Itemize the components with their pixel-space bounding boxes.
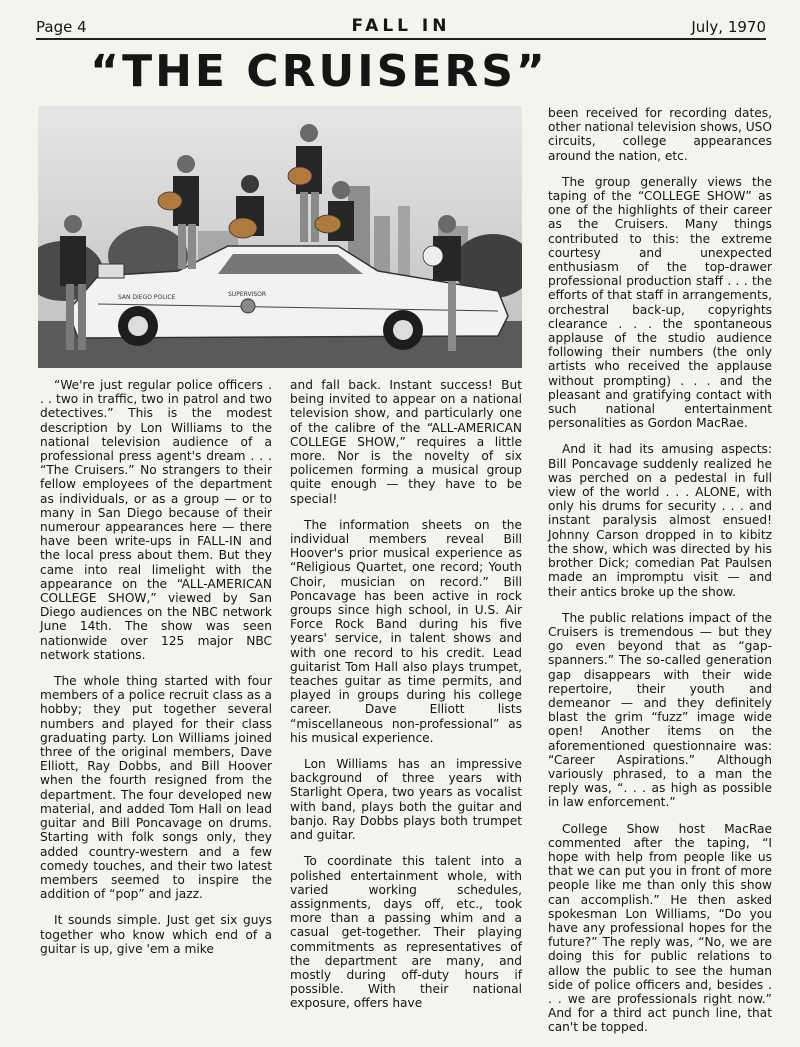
paragraph: The whole thing started with four members of a police recruit class as a hobby; they put together several numbers and played for their class graduating party. Lon Williams joined three of the original members, Dave Elliott, Ray Dobbs, and Bill Hoover when the fourth resigned from the department. The four developed new material, and added Tom Hall on lead guitar and Bill Poncavage on drums. Starting with folk songs only, they added country-western and a few comedy touches, and their two latest members seemed to inspire the addition of “pop” and jazz. bbox=[40, 674, 272, 902]
article-headline: “THE CRUISERS” bbox=[90, 46, 548, 97]
car-door-text-left: SAN DIEGO POLICE bbox=[118, 294, 176, 301]
paragraph: And it had its amusing aspects: Bill Poncavage suddenly realized he was perched on a pedestal in full view of the world . . . ALONE, with only his drums for security . . . and instant paralysis almost ensued! Johnny Carson dropped in to kibitz the show, which was directed by his brother Dick; comedian Pat Paulsen made an impromptu visit — and their antics broke up the show. bbox=[548, 442, 772, 599]
paragraph: been received for recording dates, other national television shows, USO circuits, college appearances around the nation, etc. bbox=[548, 106, 773, 163]
paragraph: “We're just regular police officers . . . two in traffic, two in patrol and two detectives.” This is the modest description by Lon Williams to the national television audience of a professional press agent's dream . . . “The Cruisers.” No strangers to their fellow employees of the department as individuals, or as a group — or to many in San Diego because of their numerour appearances here — there have been write-ups in FALL-IN and the local press about them. But they came into real limelight with the appearance on the “ALL-AMERICAN COLLEGE SHOW,” viewed by San Diego audiences on the NBC network June 14th. The show was seen nationwide over 125 major NBC network stations. bbox=[40, 378, 272, 662]
paragraph: To coordinate this talent into a polished entertainment whole, with varied working schedules, assignments, days off, etc., took more than a passing whim and a casual get-together. Their playing commitments as representatives of the department are many, and mostly during off-duty hours if possible. With their national exposure, offers have bbox=[290, 854, 522, 1011]
paragraph: College Show host MacRae commented after the taping, “I hope with help from people like us that we can put you in front of more people like me than only this show can accomplish.” He then asked spokesman Lon Williams, “Do you have any professional hopes for the future?” The reply was, “No, we are doing this for public relations to allow the public to see the human side of police officers and, besides . . . we are professionals right now.” And for a third act punch line, that can't be topped. bbox=[548, 821, 772, 1035]
article-column-1 bbox=[40, 378, 272, 968]
paragraph: It sounds simple. Just get six guys together who know which end of a guitar is up, give 'em a mike bbox=[40, 913, 272, 956]
paragraph: The group generally views the taping of the “COLLEGE SHOW” as one of the highlights of their career as the Cruisers. Many things contributed to this: the extreme courtesy and unexpected enthusiasm of the top-drawer professional production staff . . . the efforts of that staff in arrangements, orchestral back-up, copyrights clearance . . . the spontaneous applause of the studio audience following their numbers (the only artists who received the applause without prompting) . . . and the pleasant and gratifying contact with such national entertainment personalities as Gordon MacRae. bbox=[548, 174, 772, 431]
masthead bbox=[36, 16, 766, 40]
paragraph: and fall back. Instant success! But being invited to appear on a national television show, and particularly one of the calibre of the “ALL-AMERICAN COLLEGE SHOW,” requires a little more. Nor is the novelty of six policemen forming a musical group quite enough — they have to be special! bbox=[290, 378, 522, 506]
publication-title: FALL IN bbox=[351, 16, 451, 36]
band-photo bbox=[38, 106, 522, 368]
paragraph: The public relations impact of the Cruisers is tremendous — but they go even beyond that as “gap-spanners.” The so-called generation gap disappears with their wide repertoire, their youth and demeanor — and they definitely blast the grim “fuzz” image wide open! Another items on the aforementioned questionnaire was: “Career Aspirations.” Although variously phrased, to a man the reply was, “. . . as high as possible in law enforcement.” bbox=[548, 610, 772, 810]
paragraph: The information sheets on the individual members reveal Bill Hoover's prior musical experience as “Religious Quartet, one record; Youth Choir, musician on record.” Bill Poncavage has been active in rock groups since high school, in U.S. Air Force Rock Band during his five years' service, in talent shows and with one record to his credit. Lead guitarist Tom Hall also plays trumpet, teaches guitar as time permits, and played in groups during his college career. Dave Elliott lists “miscellaneous non-professional” as his musical experience. bbox=[290, 517, 522, 745]
paragraph: Lon Williams has an impressive background of three years with Starlight Opera, two years as vocalist with band, plays both the guitar and banjo. Ray Dobbs plays both trumpet and guitar. bbox=[290, 757, 522, 843]
article-column-3 bbox=[548, 106, 772, 1047]
page-number: Page 4 bbox=[36, 18, 87, 36]
issue-date: July, 1970 bbox=[691, 18, 766, 36]
car-door-text-right: SUPERVISOR bbox=[228, 291, 267, 298]
article-column-2 bbox=[290, 378, 522, 1023]
